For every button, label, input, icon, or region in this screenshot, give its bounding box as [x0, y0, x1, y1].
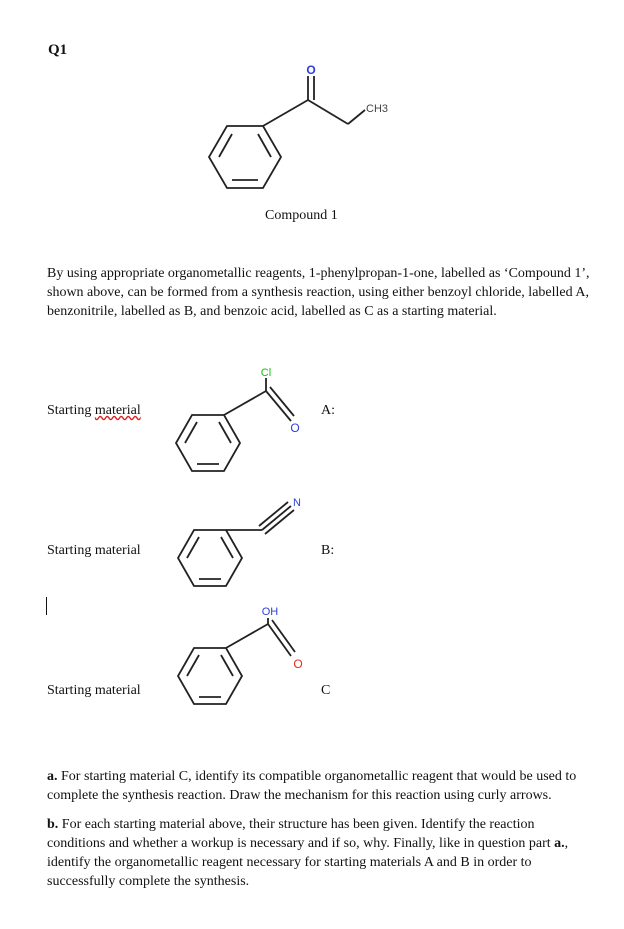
text-cursor[interactable] [46, 597, 47, 615]
atom-hydroxyl: OH [261, 606, 279, 618]
compound-1-structure [190, 60, 410, 200]
atom-chlorine: Cl [260, 367, 272, 379]
benzoyl-chloride-structure [160, 360, 320, 480]
label-word: material [94, 403, 141, 418]
bond [348, 110, 365, 124]
triple-bond [265, 510, 294, 534]
triple-bond [259, 502, 288, 526]
starting-material-c-tag: C [321, 683, 331, 698]
atom-nitrogen: N [293, 497, 301, 509]
label-prefix: Starting [47, 403, 95, 418]
part-b-text-1: For each starting material above, their structure has been given. Identify the reaction conditions and whether a workup is necessary and if so, why. Finally, like in question part [47, 817, 555, 851]
part-a-paragraph [47, 767, 595, 805]
compound-1-caption: Compound 1 [265, 208, 338, 223]
part-a-text: For starting material C, identify its compatible organometallic reagent that would be used to complete the synthesis reaction. Draw the mechanism for this reaction using curly arrows. [47, 769, 577, 803]
starting-material-b-label: Starting material [47, 543, 141, 558]
atom-oxygen: O [293, 657, 303, 671]
carbonyl-bond [266, 391, 291, 421]
benzonitrile-structure [160, 490, 320, 600]
starting-material-c-label: Starting material [47, 683, 141, 698]
carbonyl-bond [268, 624, 291, 656]
part-a-letter: a. [47, 769, 58, 784]
part-b-paragraph [47, 815, 595, 891]
bond [308, 100, 348, 124]
atom-oxygen: O [306, 63, 316, 77]
starting-material-a-label [47, 403, 141, 419]
part-b-text-2: , identify the organometallic reagent necessary for starting materials A and B in order to successfully complete the synthesis. [47, 836, 569, 889]
atom-oxygen: O [290, 421, 300, 435]
part-b-ref: a. [554, 836, 565, 851]
part-b-letter: b. [47, 817, 59, 832]
benzoic-acid-structure [160, 598, 320, 718]
starting-material-b-tag: B: [321, 543, 335, 558]
starting-material-a-tag: A: [321, 403, 335, 418]
bond [263, 100, 308, 126]
intro-paragraph: By using appropriate organometallic reagents, 1-phenylpropan-1-one, labelled as ‘Compound 1’, shown above, can be formed from a synthesis reaction, using either benzoyl chloride, labelled A, benzonitrile, labelled as B, and benzoic acid, labelled as C as a starting material. [47, 266, 590, 319]
bond [226, 624, 268, 648]
carbonyl-bond [272, 620, 295, 652]
bond [224, 391, 266, 415]
triple-bond [262, 506, 291, 530]
question-title: Q1 [48, 42, 68, 58]
atom-ch3: CH3 [366, 103, 389, 115]
